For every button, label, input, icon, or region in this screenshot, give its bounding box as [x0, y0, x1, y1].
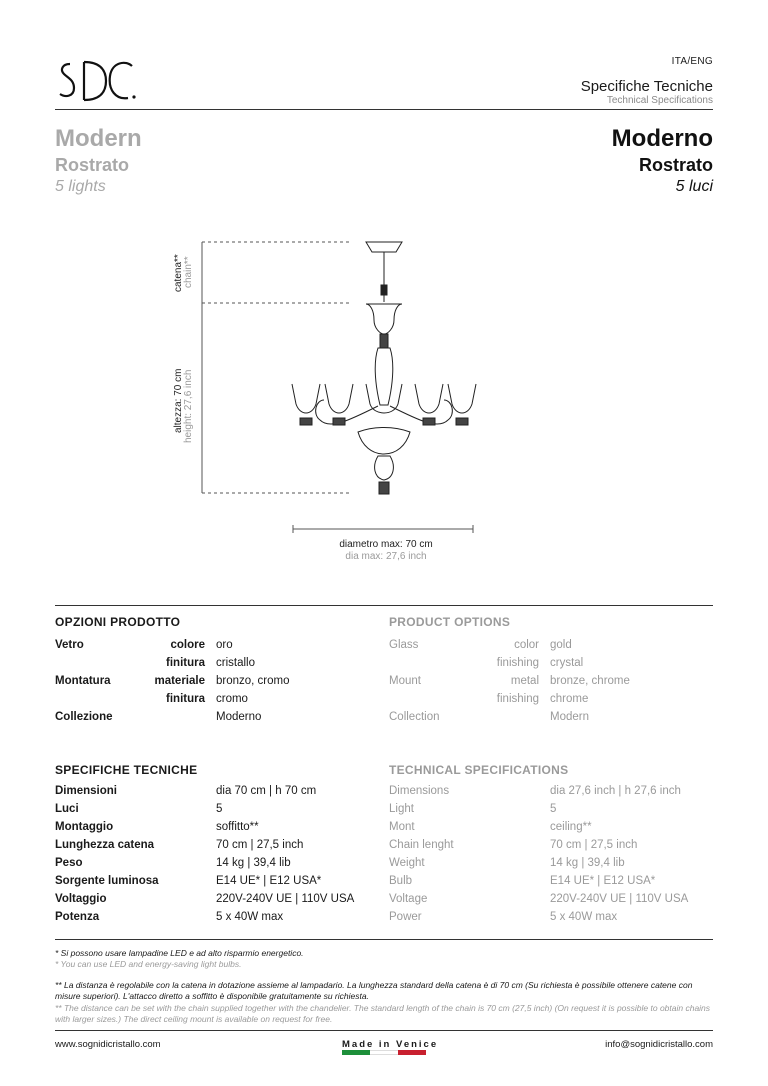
spec-value: 70 cm | 27,5 inch: [216, 839, 304, 851]
chandelier-drawing: [160, 230, 500, 540]
spec-value: 14 kg | 39,4 lib: [550, 857, 625, 869]
spec-value: 5 x 40W max: [216, 911, 284, 923]
spec-value: 14 kg | 39,4 lib: [216, 857, 291, 869]
option-sub: color: [514, 639, 539, 651]
spec-label: Power: [389, 911, 422, 923]
option-value: cromo: [216, 693, 248, 705]
option-label: Montatura: [55, 675, 111, 687]
product-lights-en: 5 lights: [55, 178, 106, 195]
specs-heading-en: TECHNICAL SPECIFICATIONS: [389, 763, 569, 777]
option-sub: finishing: [496, 657, 539, 669]
product-lights-it: 5 luci: [675, 178, 713, 195]
spec-value: 70 cm | 27,5 inch: [550, 839, 638, 851]
note-chain-en: ** The distance can be set with the chain supplied together with the chandelier. The standard length of the chain is 70 cm (27,5 inch) (On request it is possible to obtain chains with larger sizes.) The direct ceiling mount is available on request for free.: [55, 1003, 711, 1024]
product-model-it: Rostrato: [638, 155, 713, 175]
notes-divider: [55, 939, 713, 940]
option-sub: finitura: [166, 693, 205, 705]
spec-value: 220V-240V UE | 110V USA: [550, 893, 689, 905]
spec-label: Mont: [389, 821, 415, 833]
note-chain-it: ** La distanza è regolabile con la catena in dotazione assieme al lampadario. La lunghezza standard della catena è di 70 cm (Su richiesta è possibile ottenere catene con misure superiori). L'attacco diretto a soffitto è disponibile gratuitamente su richiesta.: [55, 980, 693, 1001]
option-label: Collection: [389, 711, 440, 723]
spec-label: Peso: [55, 857, 83, 869]
spec-label: Bulb: [389, 875, 413, 887]
product-name-en: Modern: [55, 125, 142, 152]
note-led-en: * You can use LED and energy-saving light bulbs.: [55, 959, 242, 969]
specs-heading-it: SPECIFICHE TECNICHE: [55, 763, 198, 777]
options-divider: [55, 605, 713, 606]
website-link[interactable]: www.sognidicristallo.com: [55, 1039, 161, 1050]
note-led-it: * Si possono usare lampadine LED e ad alto risparmio energetico.: [55, 948, 304, 958]
spec-value: 220V-240V UE | 110V USA: [216, 893, 355, 905]
spec-label: Dimensioni: [55, 785, 117, 797]
options-heading-en: PRODUCT OPTIONS: [389, 615, 511, 629]
option-value: bronze, chrome: [550, 675, 630, 687]
option-value: cristallo: [216, 657, 255, 669]
chain-label-it: catena**: [173, 254, 184, 292]
email-link[interactable]: info@sognidicristallo.com: [605, 1039, 713, 1050]
spec-label: Sorgente luminosa: [55, 875, 159, 887]
option-label: Glass: [389, 639, 419, 651]
spec-value: E14 UE* | E12 USA*: [216, 875, 322, 887]
spec-label: Light: [389, 803, 414, 815]
spec-title-en: Technical Specifications: [606, 95, 713, 106]
spec-value: dia 27,6 inch | h 27,6 inch: [550, 785, 681, 797]
spec-label: Weight: [389, 857, 425, 869]
option-value: gold: [550, 639, 572, 651]
height-label-en: height: 27,6 inch: [183, 369, 194, 443]
option-value: bronzo, cromo: [216, 675, 290, 687]
diameter-label-en: dia max: 27,6 inch: [345, 551, 427, 562]
spec-label: Voltaggio: [55, 893, 107, 905]
spec-value: dia 70 cm | h 70 cm: [216, 785, 317, 797]
made-in-venice: Made in Venice: [342, 1039, 439, 1050]
option-label: Collezione: [55, 711, 113, 723]
option-value: Modern: [550, 711, 589, 723]
spec-label: Lunghezza catena: [55, 839, 155, 851]
product-model-en: Rostrato: [55, 155, 130, 175]
option-value: chrome: [550, 693, 589, 705]
option-sub: materiale: [154, 675, 205, 687]
option-sub: finishing: [496, 693, 539, 705]
option-value: Moderno: [216, 711, 262, 723]
product-name-it: Moderno: [611, 125, 713, 152]
spec-value: 5 x 40W max: [550, 911, 618, 923]
language-label: ITA/ENG: [671, 56, 713, 67]
height-label-it: altezza: 70 cm: [173, 368, 184, 433]
spec-value: soffitto**: [216, 821, 259, 833]
spec-label: Montaggio: [55, 821, 114, 833]
options-heading-it: OPZIONI PRODOTTO: [55, 615, 181, 629]
italian-flag-icon: [342, 1050, 426, 1055]
option-label: Mount: [389, 675, 421, 687]
header-divider: [55, 109, 713, 110]
spec-value: ceiling**: [550, 821, 592, 833]
option-value: crystal: [550, 657, 584, 669]
spec-label: Potenza: [55, 911, 100, 923]
spec-value: E14 UE* | E12 USA*: [550, 875, 656, 887]
spec-label: Luci: [55, 803, 79, 815]
spec-label: Voltage: [389, 893, 428, 905]
option-sub: finitura: [166, 657, 205, 669]
option-label: Vetro: [55, 639, 84, 651]
option-sub: metal: [510, 675, 539, 687]
spec-title-it: Specifiche Tecniche: [580, 78, 713, 95]
spec-value: 5: [550, 803, 557, 815]
option-sub: colore: [170, 639, 205, 651]
chain-label-en: chain**: [183, 256, 194, 288]
spec-label: Chain lenght: [389, 839, 454, 851]
sdc-logo: [56, 56, 138, 106]
option-value: oro: [216, 639, 233, 651]
spec-label: Dimensions: [389, 785, 450, 797]
spec-value: 5: [216, 803, 223, 815]
footer-divider: [55, 1030, 713, 1031]
diameter-label-it: diametro max: 70 cm: [339, 539, 433, 550]
